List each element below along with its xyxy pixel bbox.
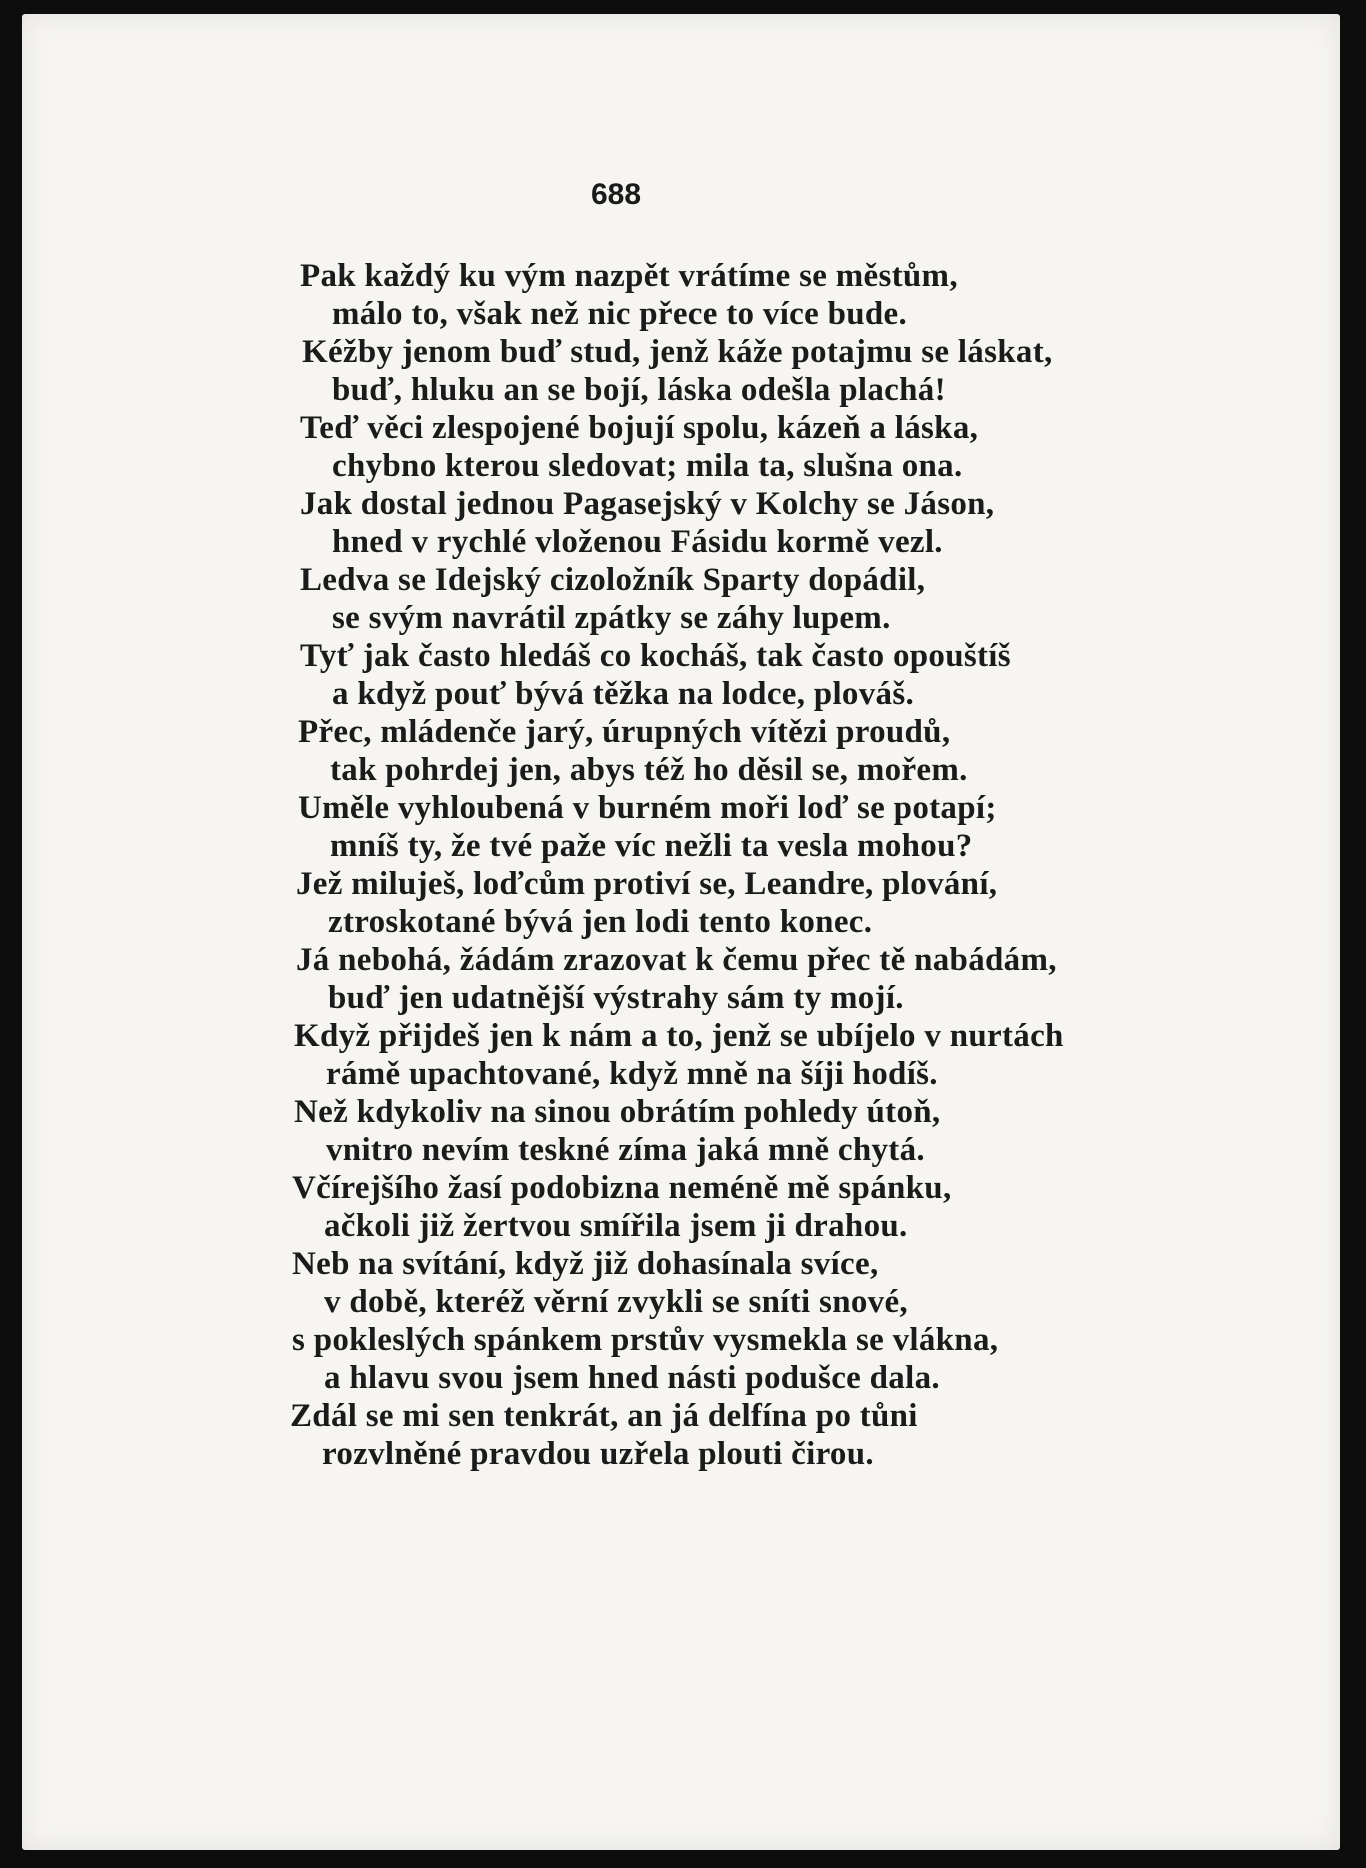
verse-line: Uměle vyhloubená v burném moři loď se potapí; bbox=[298, 790, 997, 826]
verse-line: málo to, však než nic přece to více bude. bbox=[332, 296, 908, 332]
verse-line: se svým navrátil zpátky se záhy lupem. bbox=[332, 600, 891, 636]
verse-line: ačkoli již žertvou smířila jsem ji drahou. bbox=[324, 1208, 908, 1244]
verse-line: tak pohrdej jen, abys též ho děsil se, mořem. bbox=[330, 752, 968, 788]
verse-line: v době, kteréž věrní zvykli se sníti snové, bbox=[324, 1284, 908, 1320]
verse-line: mníš ty, že tvé paže víc nežli ta vesla mohou? bbox=[330, 828, 973, 864]
verse-line: a hlavu svou jsem hned násti podušce dala. bbox=[324, 1360, 940, 1396]
verse-line: buď jen udatnější výstrahy sám ty mojí. bbox=[328, 980, 904, 1016]
verse-line: vnitro nevím teskné zíma jaká mně chytá. bbox=[326, 1132, 925, 1168]
verse-line: hned v rychlé vloženou Fásidu kormě vezl. bbox=[332, 524, 943, 560]
verse-line: Než kdykoliv na sinou obrátím pohledy útoň, bbox=[294, 1094, 941, 1130]
verse-line: Neb na svítání, když již dohasínala svíce, bbox=[292, 1246, 879, 1282]
verse-line: Přec, mládenče jarý, úrupných vítězi proudů, bbox=[298, 714, 951, 750]
verse-line: rámě upachtované, když mně na šíji hodíš. bbox=[326, 1056, 938, 1092]
verse-line: Jež miluješ, loďcům protiví se, Leandre, plování, bbox=[296, 866, 998, 902]
verse-line: Zdál se mi sen tenkrát, an já delfína po tůni bbox=[290, 1398, 918, 1434]
verse-line: Ledva se Idejský cizoložník Sparty dopádil, bbox=[300, 562, 926, 598]
verse-line: Tyť jak často hledáš co kocháš, tak často opouštíš bbox=[300, 638, 1011, 674]
verse-line: a když pouť bývá těžka na lodce, plováš. bbox=[332, 676, 915, 712]
verse-line: buď, hluku an se bojí, láska odešla plachá! bbox=[332, 372, 946, 408]
verse-line: Jak dostal jednou Pagasejský v Kolchy se Jáson, bbox=[300, 486, 995, 522]
verse-line: s pokleslých spánkem prstův vysmekla se vlákna, bbox=[292, 1322, 999, 1358]
verse-line: Pak každý ku vým nazpět vrátíme se městům, bbox=[300, 258, 958, 294]
verse-line: Já nebohá, žádám zrazovat k čemu přec tě nabádám, bbox=[296, 942, 1057, 978]
verse-line: chybno kterou sledovat; mila ta, slušna ona. bbox=[332, 448, 963, 484]
book-page bbox=[22, 14, 1340, 1850]
verse-line: Když přijdeš jen k nám a to, jenž se ubíjelo v nurtách bbox=[294, 1018, 1064, 1054]
page-number: 688 bbox=[590, 178, 642, 211]
verse-line: Včírejšího žasí podobizna neméně mě spánku, bbox=[292, 1170, 952, 1206]
verse-line: rozvlněné pravdou uzřela plouti čirou. bbox=[322, 1436, 874, 1472]
verse-line: ztroskotané bývá jen lodi tento konec. bbox=[328, 904, 873, 940]
verse-line: Kéžby jenom buď stud, jenž káže potajmu se láskat, bbox=[302, 334, 1053, 370]
verse-line: Teď věci zlespojené bojují spolu, kázeň a láska, bbox=[300, 410, 979, 446]
